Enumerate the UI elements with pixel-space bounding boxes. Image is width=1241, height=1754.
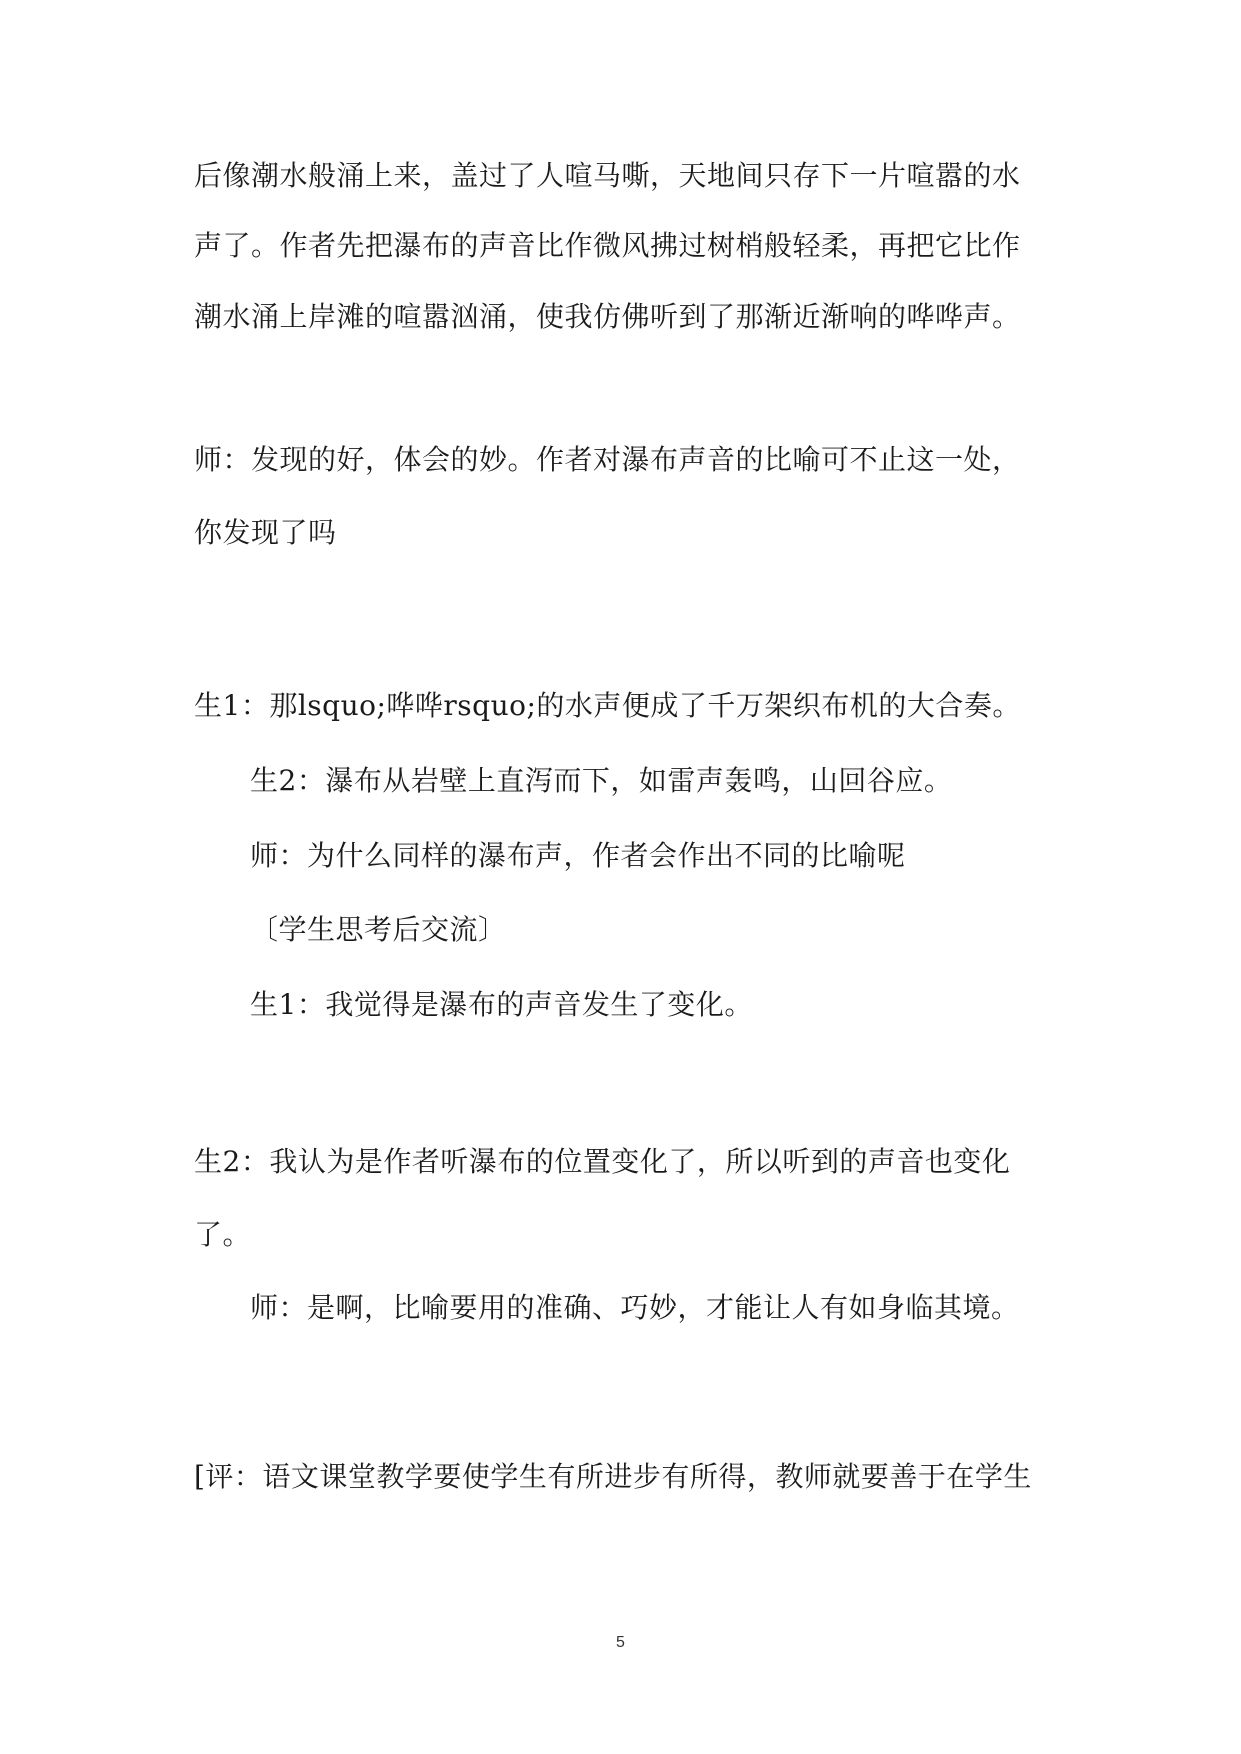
paragraph-line: 你发现了吗 [194,516,337,549]
paragraph-line: 声了。作者先把瀑布的声音比作微风拂过树梢般轻柔，再把它比作 [194,229,1021,262]
paragraph-line: 后像潮水般涌上来，盖过了人喧马嘶，天地间只存下一片喧嚣的水 [194,159,1021,192]
paragraph-line: 了。 [194,1218,252,1251]
paragraph-line: [评：语文课堂教学要使学生有所进步有所得，教师就要善于在学生 [194,1460,1032,1493]
page-number: 5 [616,1634,625,1651]
paragraph-line: 生2：瀑布从岩壁上直泻而下，如雷声轰鸣，山回谷应。 [250,764,953,797]
paragraph-line: 师：是啊，比喻要用的准确、巧妙，才能让人有如身临其境。 [250,1291,1020,1324]
paragraph-line: 潮水涌上岸滩的喧嚣汹涌，使我仿佛听到了那渐近渐响的哗哗声。 [194,300,1021,333]
paragraph-line: 生1：我觉得是瀑布的声音发生了变化。 [250,988,753,1021]
paragraph-line: 师：为什么同样的瀑布声，作者会作出不同的比喻呢 [250,839,906,872]
paragraph-line: 生1：那lsquo;哗哗rsquo;的水声便成了千万架织布机的大合奏。 [194,689,1021,722]
paragraph-line: 生2：我认为是作者听瀑布的位置变化了，所以听到的声音也变化 [194,1145,1011,1178]
paragraph-line: 师：发现的好，体会的妙。作者对瀑布声音的比喻可不止这一处， [194,443,1021,476]
paragraph-line: 〔学生思考后交流〕 [250,913,507,946]
